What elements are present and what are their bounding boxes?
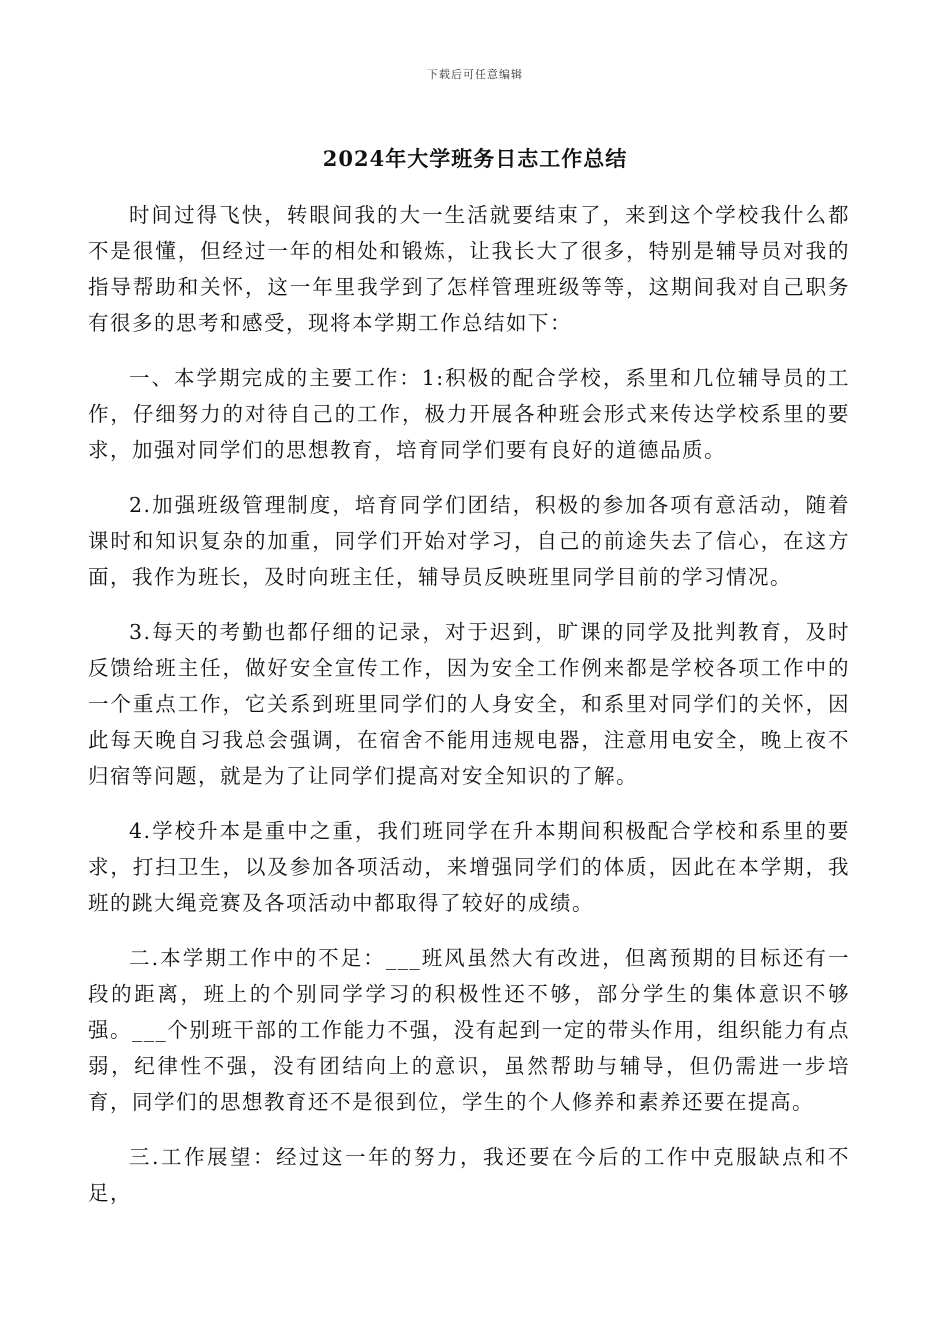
- header-note: 下载后可任意编辑: [427, 68, 523, 81]
- document-title: 2024年大学班务日志工作总结: [322, 146, 628, 171]
- paragraph-shortcomings: 二.本学期工作中的不足：___班风虽然大有改进，但离预期的目标还有一段的距离，班上的个别同学学习的积极性还不够，部分学生的集体意识不够强。___个别班干部的工作能力不强，没有起到一定的带头作用，组织能力有点弱，纪律性不强，没有团结向上的意识，虽然帮助与辅导，但仍需进一步培育，同学们的思想教育还不是很到位，学生的个人修养和素养还要在提高。: [88, 946, 850, 1114]
- document-body: [88, 197, 850, 1230]
- paragraph-main-work-1: 一、本学期完成的主要工作：1:积极的配合学校，系里和几位辅导员的工作，仔细努力的对待自己的工作，极力开展各种班会形式来传达学校系里的要求，加强对同学们的思想教育，培育同学们要有良好的道德品质。: [88, 366, 850, 462]
- paragraph-main-work-2: 2.加强班级管理制度，培育同学们团结，积极的参加各项有意活动，随着课时和知识复杂的加重，同学们开始对学习，自己的前途失去了信心，在这方面，我作为班长，及时向班主任，辅导员反映班里同学目前的学习情况。: [88, 493, 850, 589]
- paragraph-main-work-3: 3.每天的考勤也都仔细的记录，对于迟到，旷课的同学及批判教育，及时反馈给班主任，做好安全宣传工作，因为安全工作例来都是学校各项工作中的一个重点工作，它关系到班里同学们的人身安全，和系里对同学们的关怀，因此每天晚自习我总会强调，在宿舍不能用违规电器，注意用电安全，晚上夜不归宿等问题，就是为了让同学们提高对安全知识的了解。: [88, 620, 850, 788]
- paragraph-intro: 时间过得飞快，转眼间我的大一生活就要结束了，来到这个学校我什么都不是很懂，但经过一年的相处和锻炼，让我长大了很多，特别是辅导员对我的指导帮助和关怀，这一年里我学到了怎样管理班级等等，这期间我对自己职务有很多的思考和感受，现将本学期工作总结如下：: [88, 203, 850, 335]
- paragraph-outlook: 三.工作展望：经过这一年的努力，我还要在今后的工作中克服缺点和不足，: [88, 1145, 850, 1205]
- paragraph-main-work-4: 4.学校升本是重中之重，我们班同学在升本期间积极配合学校和系里的要求，打扫卫生，以及参加各项活动，来增强同学们的体质，因此在本学期，我班的跳大绳竞赛及各项活动中都取得了较好的成绩。: [88, 819, 850, 915]
